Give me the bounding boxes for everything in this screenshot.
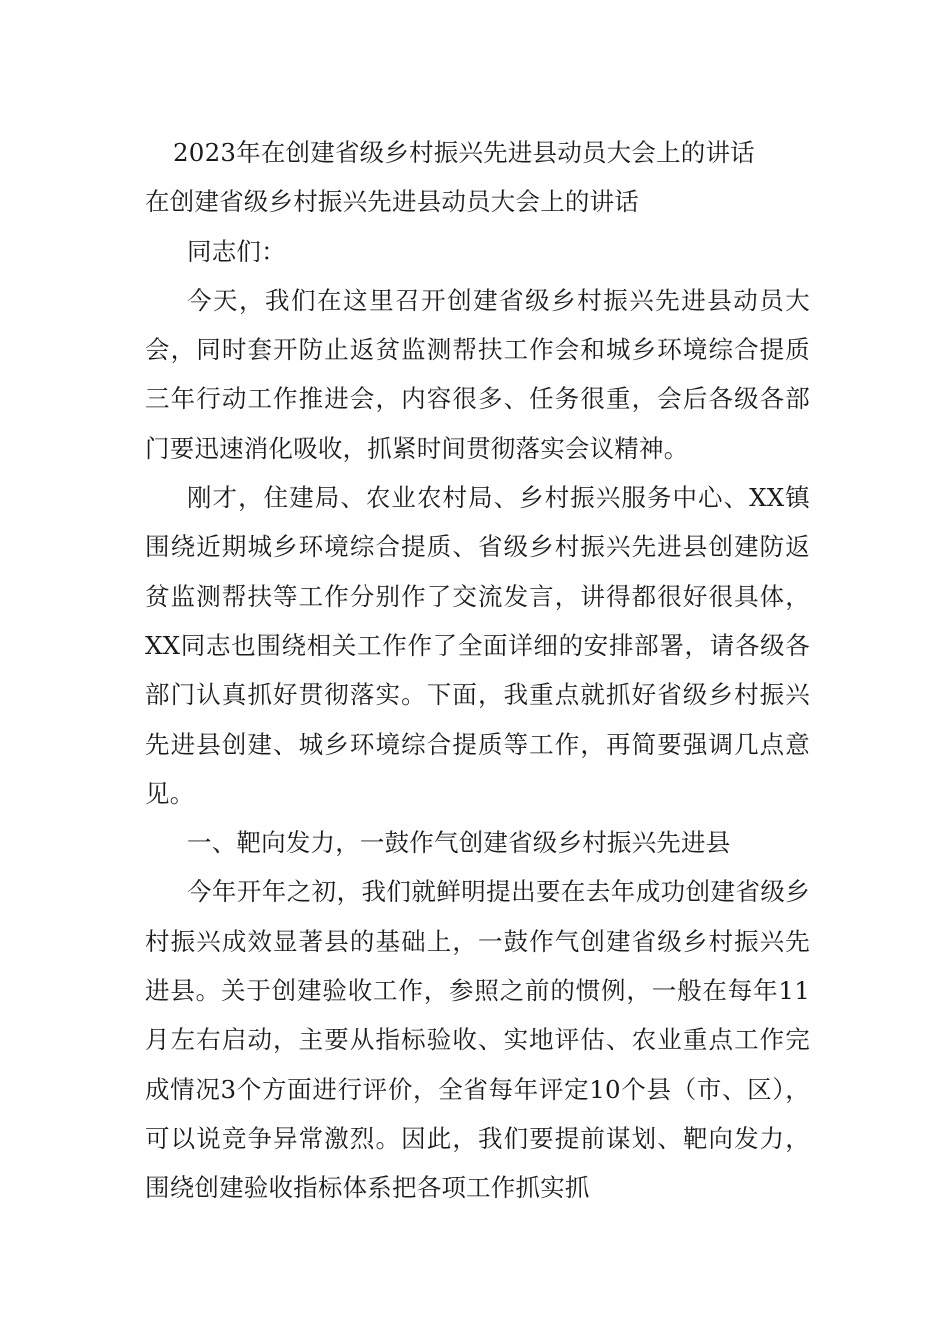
section-1-paragraph: 今年开年之初，我们就鲜明提出要在去年成功创建省级乡村振兴成效显著县的基础上，一鼓作气创建省级乡村振兴先进县。关于创建验收工作，参照之前的惯例，一般在每年11月左右启动，主要从指标验收、实地评估、农业重点工作完成情况3个方面进行评价，全省每年评定10个县（市、区），可以说竞争异常激烈。因此，我们要提前谋划、靶向发力，围绕创建验收指标体系把各项工作抓实抓 (145, 877, 810, 1203)
document-subtitle: 在创建省级乡村振兴先进县动员大会上的讲话 (145, 187, 639, 217)
document-body (145, 128, 810, 1213)
section-heading-1: 一、靶向发力，一鼓作气创建省级乡村振兴先进县 (187, 828, 731, 858)
salutation: 同志们： (187, 236, 286, 266)
document-title: 2023年在创建省级乡村振兴先进县动员大会上的讲话 (173, 138, 755, 167)
paragraph-opening: 今天，我们在这里召开创建省级乡村振兴先进县动员大会，同时套开防止返贫监测帮扶工作会和城乡环境综合提质三年行动工作推进会，内容很多、任务很重，会后各级各部门要迅速消化吸收，抓紧时间贯彻落实会议精神。 (145, 285, 810, 463)
paragraph-review: 刚才，住建局、农业农村局、乡村振兴服务中心、XX镇围绕近期城乡环境综合提质、省级乡村振兴先进县创建防返贫监测帮扶等工作分别作了交流发言，讲得都很好很具体，XX同志也围绕相关工作作了全面详细的安排部署，请各级各部门认真抓好贯彻落实。下面，我重点就抓好省级乡村振兴先进县创建、城乡环境综合提质等工作，再简要强调几点意见。 (145, 483, 810, 808)
